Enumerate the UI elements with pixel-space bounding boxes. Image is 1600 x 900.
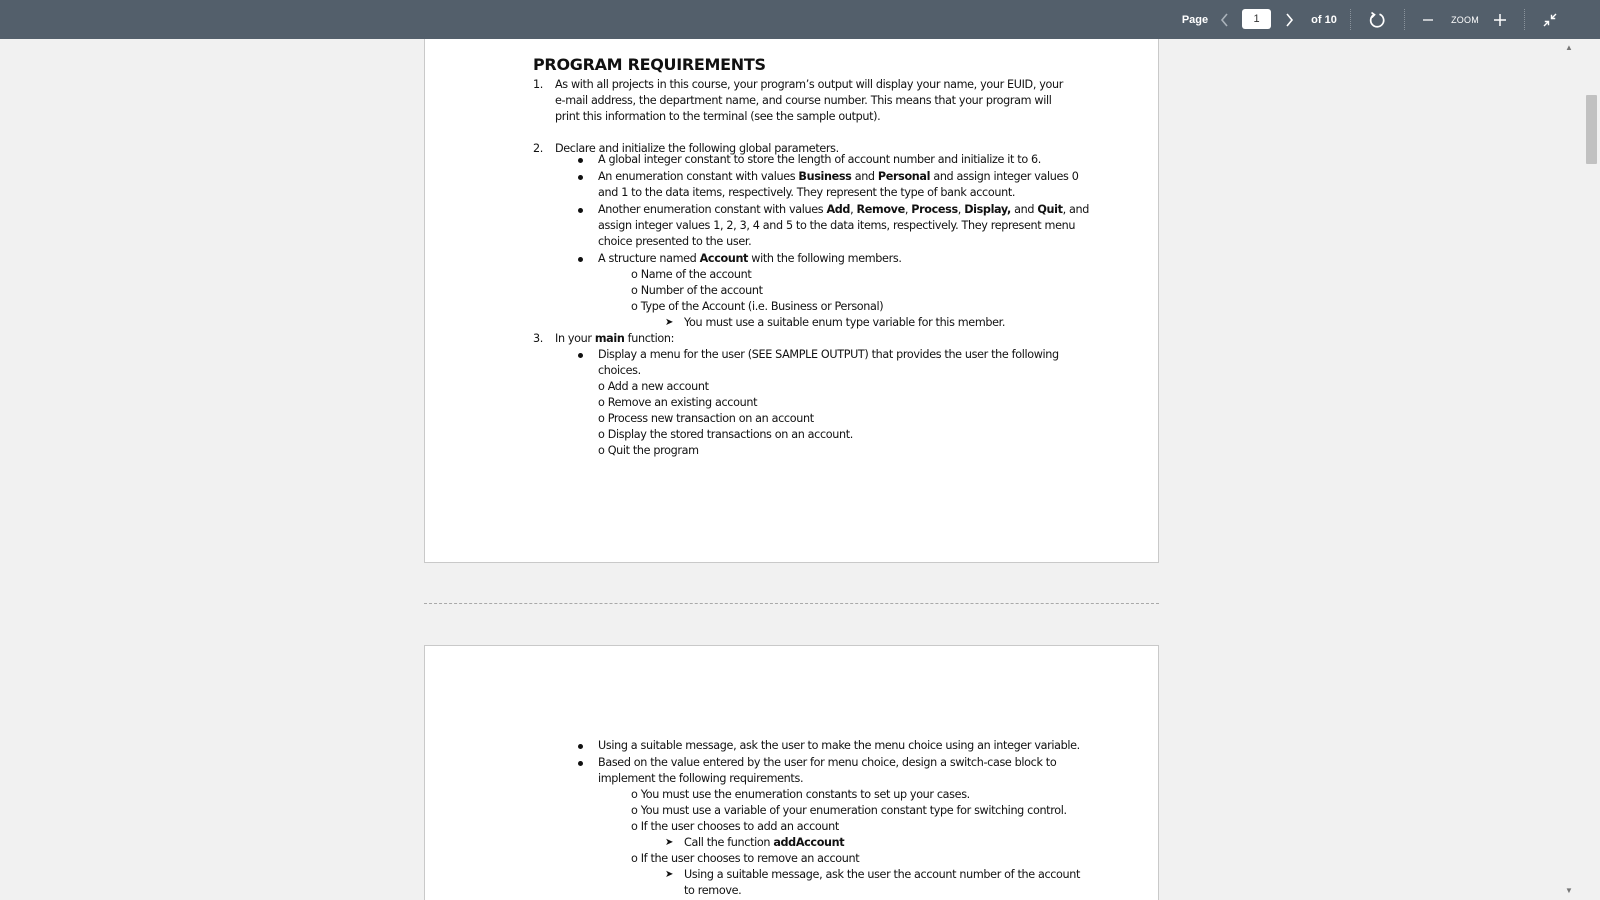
bullet <box>578 158 583 163</box>
paragraph-line: choices. <box>598 364 641 377</box>
list-item: o If the user chooses to remove an account <box>631 852 860 865</box>
paragraph-line: A global integer constant to store the length of account number and initialize it to 6. <box>598 153 1041 166</box>
paragraph-line: You must use a suitable enum type variable for this member. <box>684 316 1006 329</box>
page-number-input[interactable] <box>1242 9 1271 29</box>
list-item: o Number of the account <box>631 284 763 297</box>
scroll-up-arrow-icon[interactable]: ▲ <box>1565 43 1573 52</box>
bullet <box>578 208 583 213</box>
list-number: 3. <box>533 332 543 345</box>
list-item: o Add a new account <box>598 380 709 393</box>
bullet <box>578 353 583 358</box>
minus-icon[interactable] <box>1420 0 1436 39</box>
paragraph-line: and 1 to the data items, respectively. They represent the type of bank account. <box>598 186 1016 199</box>
list-item: o Process new transaction on an account <box>598 412 814 425</box>
paragraph-line: In your main function: <box>555 332 674 345</box>
paragraph-line: Based on the value entered by the user for menu choice, design a switch-case block to <box>598 756 1057 769</box>
toolbar-divider <box>1524 9 1525 30</box>
paragraph-line: Another enumeration constant with values Add, Remove, Process, Display, and Quit, and <box>598 203 1089 216</box>
paragraph-line: e-mail address, the department name, and course number. This means that your program will <box>555 94 1052 107</box>
page-break-divider <box>424 603 1159 604</box>
document-page <box>424 39 1159 563</box>
arrow-bullet-icon: ➤ <box>665 869 674 880</box>
zoom-label: ZOOM <box>1451 14 1479 25</box>
list-number: 2. <box>533 142 543 155</box>
toolbar-divider <box>1404 9 1405 30</box>
page-label: Page <box>1181 13 1209 26</box>
bullet <box>578 257 583 262</box>
paragraph-line: choice presented to the user. <box>598 235 752 248</box>
list-item: o Name of the account <box>631 268 752 281</box>
arrow-bullet-icon: ➤ <box>665 837 674 848</box>
bullet <box>578 744 583 749</box>
page-count-label: of 10 <box>1311 13 1337 26</box>
list-item: o You must use the enumeration constants to set up your cases. <box>631 788 970 801</box>
chevron-left-icon[interactable] <box>1216 0 1234 39</box>
list-item: o You must use a variable of your enumeration constant type for switching control. <box>631 804 1067 817</box>
paragraph-line: As with all projects in this course, your program’s output will display your name, your EUID, your <box>555 78 1063 91</box>
list-item: o Quit the program <box>598 444 699 457</box>
paragraph-line: Declare and initialize the following global parameters. <box>555 142 839 155</box>
bullet <box>578 175 583 180</box>
arrow-bullet-icon: ➤ <box>665 317 674 328</box>
plus-icon[interactable] <box>1492 0 1508 39</box>
paragraph-line: A structure named Account with the following members. <box>598 252 902 265</box>
paragraph-line: An enumeration constant with values Business and Personal and assign integer values 0 <box>598 170 1079 183</box>
document-viewer[interactable] <box>0 39 1600 900</box>
list-number: 1. <box>533 78 543 91</box>
paragraph-line: Display a menu for the user (SEE SAMPLE OUTPUT) that provides the user the following <box>598 348 1059 361</box>
list-item: o If the user chooses to add an account <box>631 820 839 833</box>
list-item: o Display the stored transactions on an account. <box>598 428 853 441</box>
scroll-down-arrow-icon[interactable]: ▼ <box>1565 886 1573 895</box>
paragraph-line: to remove. <box>684 884 742 897</box>
refresh-icon[interactable] <box>1367 0 1387 39</box>
pdf-toolbar <box>0 0 1600 39</box>
chevron-right-icon[interactable] <box>1280 0 1298 39</box>
collapse-icon[interactable] <box>1540 0 1560 39</box>
paragraph-line: Call the function addAccount <box>684 836 845 849</box>
paragraph-line: Using a suitable message, ask the user to make the menu choice using an integer variable. <box>598 739 1080 752</box>
paragraph-line: print this information to the terminal (see the sample output). <box>555 110 881 123</box>
list-item: o Remove an existing account <box>598 396 758 409</box>
document-page <box>424 645 1159 900</box>
scrollbar-thumb[interactable] <box>1586 95 1597 164</box>
paragraph-line: assign integer values 1, 2, 3, 4 and 5 to the data items, respectively. They represent menu <box>598 219 1076 232</box>
page-title: PROGRAM REQUIREMENTS <box>533 55 766 74</box>
paragraph-line: implement the following requirements. <box>598 772 804 785</box>
bullet <box>578 761 583 766</box>
toolbar-divider <box>1350 9 1351 30</box>
paragraph-line: Using a suitable message, ask the user the account number of the account <box>684 868 1081 881</box>
list-item: o Type of the Account (i.e. Business or Personal) <box>631 300 884 313</box>
